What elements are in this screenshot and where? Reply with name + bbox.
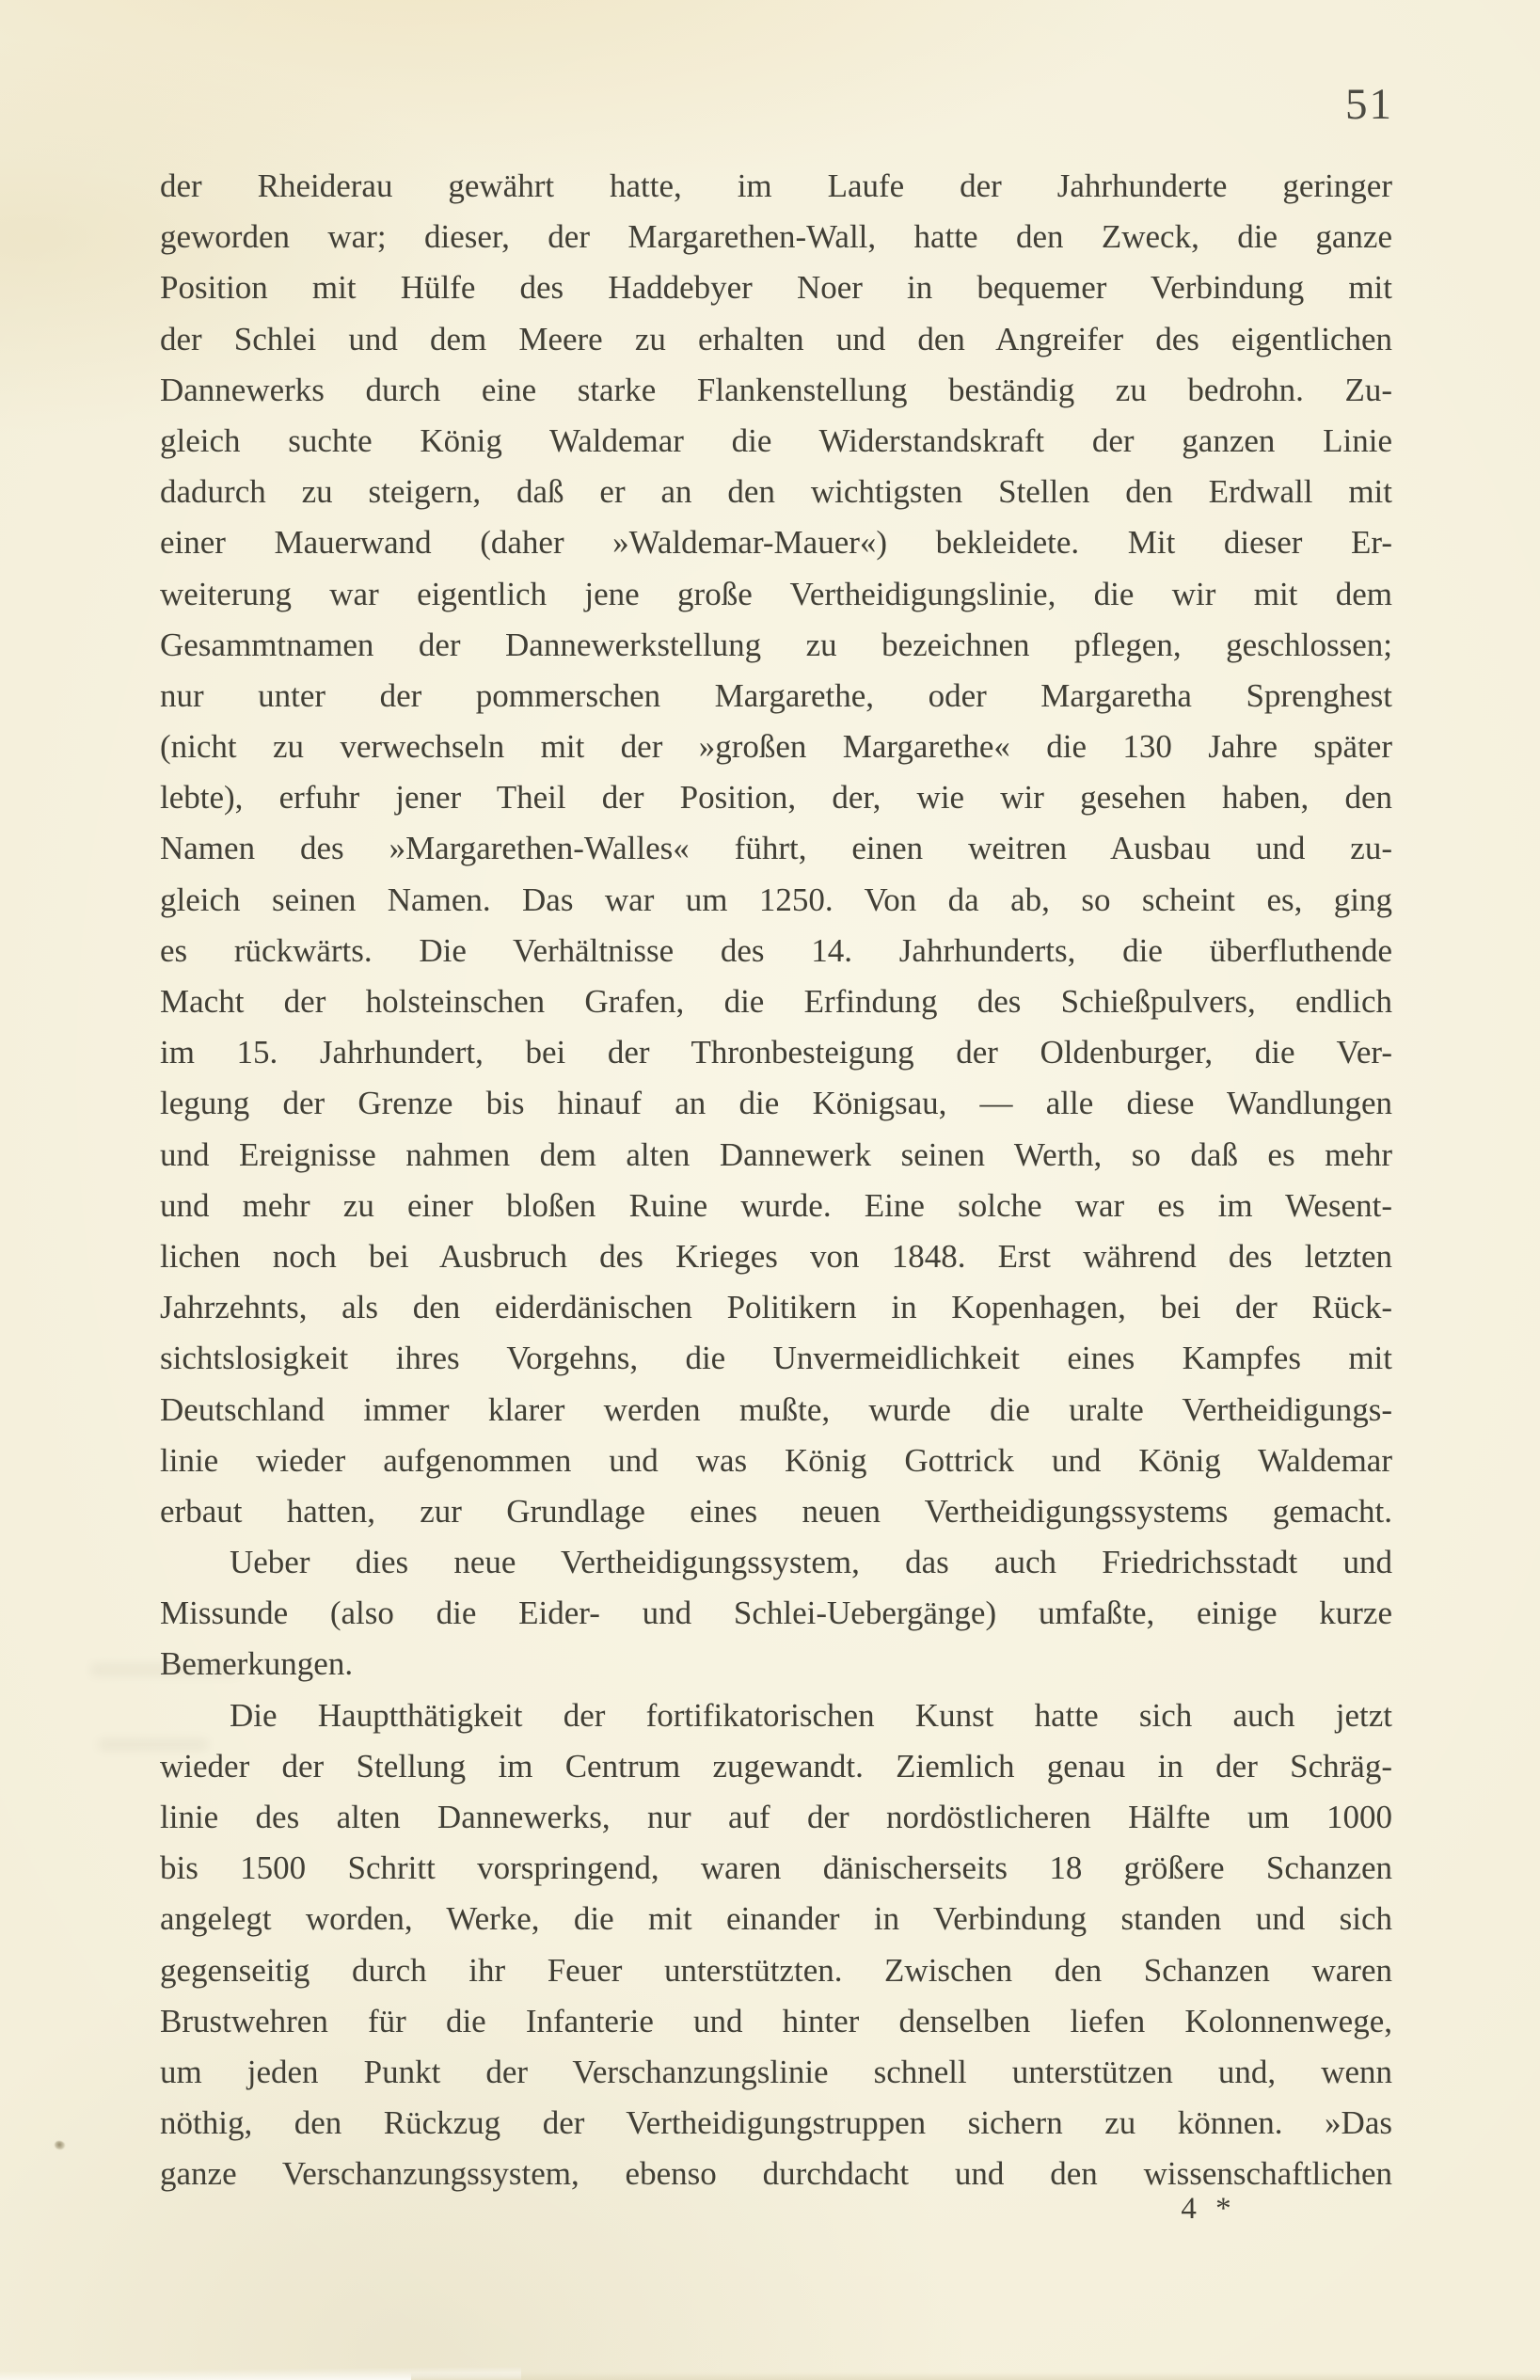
text-line: sichtslosigkeit ihres Vorgehns, die Unvermeidlichkeit eines Kampfes mit xyxy=(160,1340,1392,1377)
text-line: Deutschland immer klarer werden mußte, wurde die uralte Vertheidigungs- xyxy=(160,1390,1392,1428)
text-line: nur unter der pommerschen Margarethe, oder Margaretha Sprenghest xyxy=(160,676,1392,714)
text-line: linie des alten Dannewerks, nur auf der nordöstlicheren Hälfte um 1000 xyxy=(160,1799,1392,1835)
text-line: Gesammtnamen der Dannewerkstellung zu bezeichnen pflegen, geschlossen; xyxy=(160,626,1392,663)
text-block xyxy=(160,161,1392,2200)
text-line: einer Mauerwand (daher »Waldemar-Mauer«) bekleidete. Mit dieser Er- xyxy=(160,524,1392,562)
text-line: (nicht zu verwechseln mit der »großen Margarethe« die 130 Jahre später xyxy=(160,728,1392,766)
text-line: Jahrzehnts, als den eiderdänischen Politikern in Kopenhagen, bei der Rück- xyxy=(160,1289,1392,1326)
text-line: weiterung war eigentlich jene große Vertheidigungslinie, die wir mit dem xyxy=(160,575,1392,612)
text-line: erbaut hatten, zur Grundlage eines neuen Vertheidigungssystems gemacht. xyxy=(160,1492,1392,1530)
text-line: bis 1500 Schritt vorspringend, waren dänischerseits 18 größere Schanzen xyxy=(160,1849,1392,1887)
paper-speck xyxy=(54,2139,67,2151)
text-line: Namen des »Margarethen-Walles« führt, einen weitren Ausbau und zu- xyxy=(160,830,1392,867)
ink-showthrough-smudge xyxy=(98,1738,209,1751)
page-number: 51 xyxy=(1345,80,1393,129)
text-line: Brustwehren für die Infanterie und hinter denselben liefen Kolonnenwege, xyxy=(160,2002,1392,2039)
text-line: um jeden Punkt der Verschanzungslinie schnell unterstützen und, wenn xyxy=(160,2053,1392,2090)
text-line: gegenseitig durch ihr Feuer unterstützten. Zwischen den Schanzen waren xyxy=(160,1951,1392,1989)
text-line: legung der Grenze bis hinauf an die Königsau, — alle diese Wandlungen xyxy=(160,1085,1392,1122)
text-line: dadurch zu steigern, daß er an den wichtigsten Stellen den Erdwall mit xyxy=(160,473,1392,511)
text-line: der Schlei und dem Meere zu erhalten und den Angreifer des eigentlichen xyxy=(160,320,1392,357)
text-line: gleich seinen Namen. Das war um 1250. Von da ab, so scheint es, ging xyxy=(160,881,1392,918)
text-line: geworden war; dieser, der Margarethen-Wall, hatte den Zweck, die ganze xyxy=(160,218,1392,256)
text-line: Die Hauptthätigkeit der fortifikatorischen Kunst hatte sich auch jetzt xyxy=(230,1696,1392,1734)
text-line: lichen noch bei Ausbruch des Krieges von 1848. Erst während des letzten xyxy=(160,1237,1392,1275)
text-line: und mehr zu einer bloßen Ruine wurde. Eine solche war es im Wesent- xyxy=(160,1186,1392,1224)
text-line: Position mit Hülfe des Haddebyer Noer in bequemer Verbindung mit xyxy=(160,269,1392,307)
text-line: linie wieder aufgenommen und was König Gottrick und König Waldemar xyxy=(160,1441,1392,1479)
text-line: lebte), erfuhr jener Theil der Position, der, wie wir gesehen haben, den xyxy=(160,779,1392,817)
ink-showthrough-smudge xyxy=(90,1663,241,1676)
text-line: gleich suchte König Waldemar die Widerstandskraft der ganzen Linie xyxy=(160,421,1392,459)
text-line: und Ereignisse nahmen dem alten Dannewerk seinen Werth, so daß es mehr xyxy=(160,1135,1392,1173)
text-line: Macht der holsteinschen Grafen, die Erfindung des Schießpulvers, endlich xyxy=(160,983,1392,1020)
text-line: Dannewerks durch eine starke Flankenstellung beständig zu bedrohn. Zu- xyxy=(160,371,1392,408)
text-line: nöthig, den Rückzug der Vertheidigungstruppen sichern zu können. »Das xyxy=(160,2104,1392,2142)
text-line: Ueber dies neue Vertheidigungssystem, das auch Friedrichsstadt und xyxy=(230,1544,1392,1581)
text-line: der Rheiderau gewährt hatte, im Laufe der Jahrhunderte geringer xyxy=(160,167,1392,204)
text-line: Bemerkungen. xyxy=(160,1645,354,1683)
text-line: es rückwärts. Die Verhältnisse des 14. Jahrhunderts, die überfluthende xyxy=(160,931,1392,969)
text-line: Missunde (also die Eider- und Schlei-Uebergänge) umfaßte, einige kurze xyxy=(160,1595,1392,1632)
text-line: im 15. Jahrhundert, bei der Thronbesteigung der Oldenburger, die Ver- xyxy=(160,1034,1392,1071)
text-line: wieder der Stellung im Centrum zugewandt. Ziemlich genau in der Schräg- xyxy=(160,1747,1392,1785)
signature-mark: 4 * xyxy=(1181,2192,1237,2226)
text-line: ganze Verschanzungssystem, ebenso durchdacht und den wissenschaftlichen xyxy=(160,2155,1392,2193)
text-line: angelegt worden, Werke, die mit einander in Verbindung standen und sich xyxy=(160,1900,1392,1938)
scan-edge-shadow xyxy=(411,2372,1540,2380)
